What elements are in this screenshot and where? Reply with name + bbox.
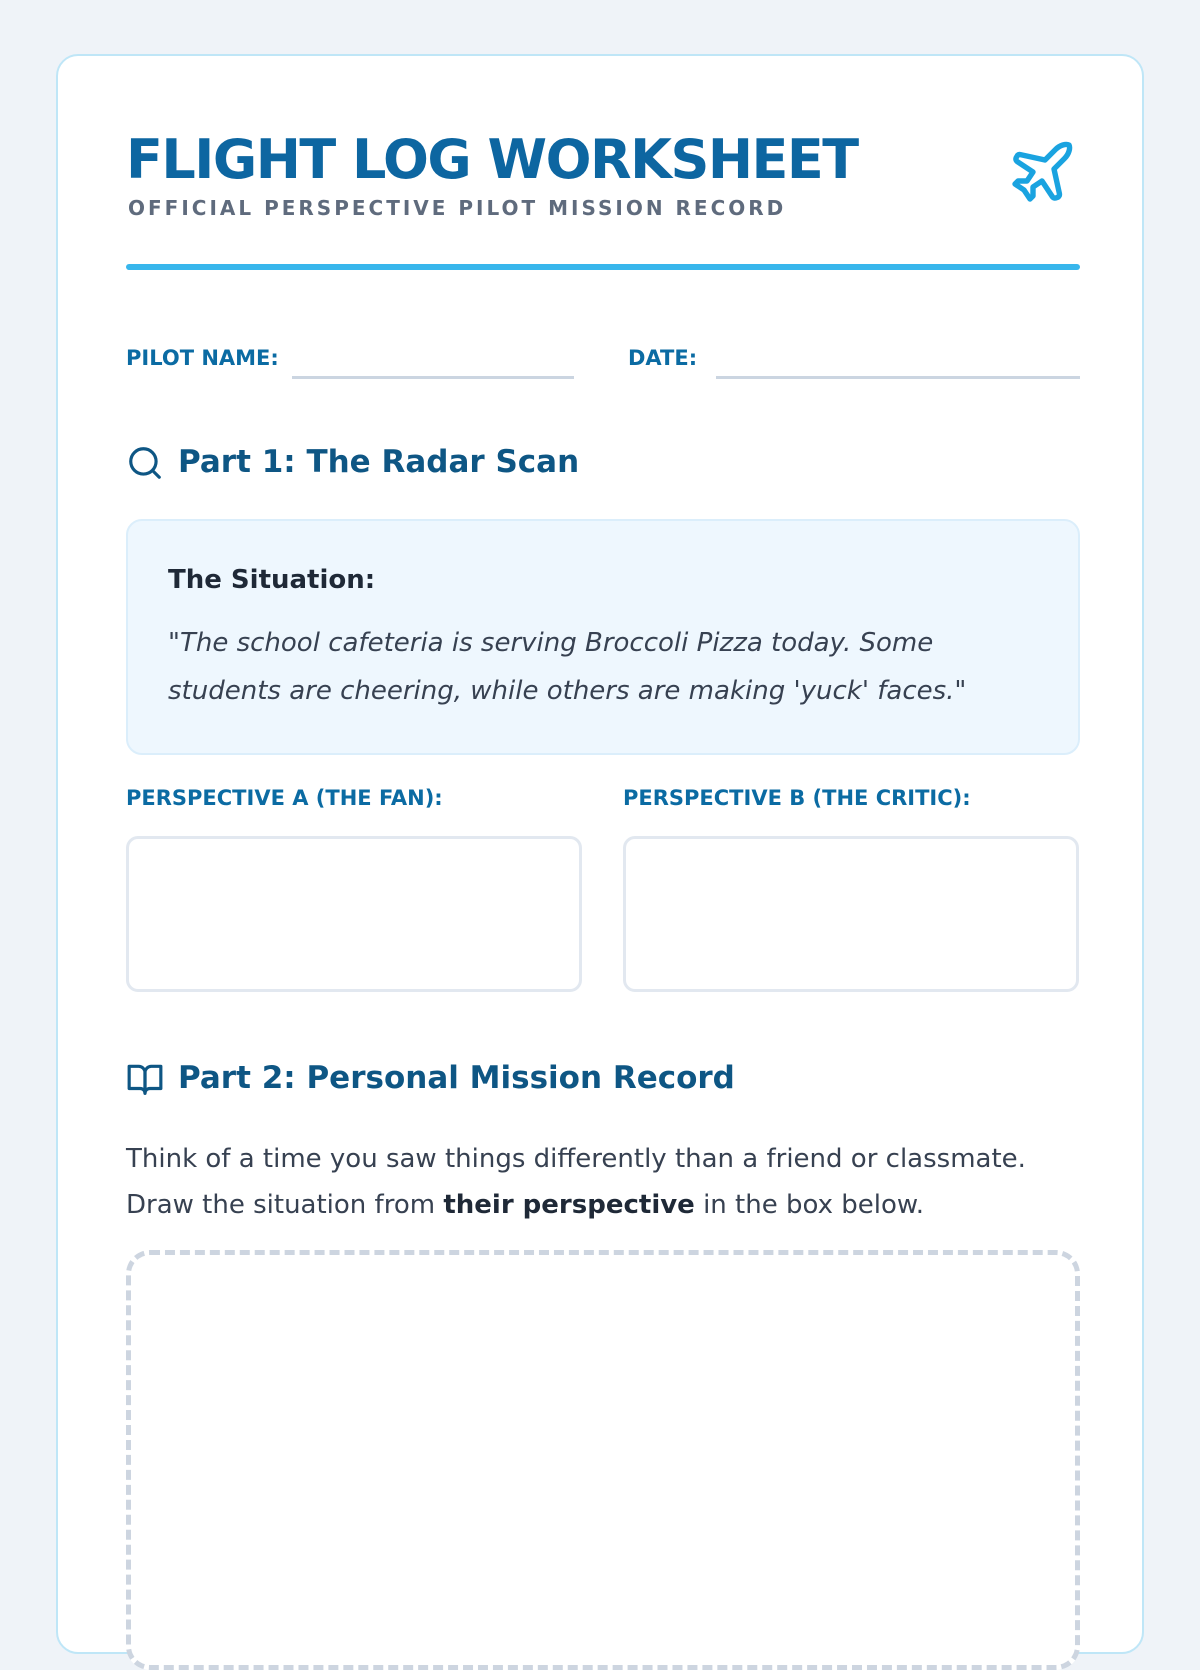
part1-title: Part 1: The Radar Scan	[178, 444, 580, 480]
part2-heading	[126, 1056, 1080, 1100]
pilot-name-label: PILOT NAME:	[126, 346, 279, 370]
page-title: FLIGHT LOG WORKSHEET	[126, 128, 858, 191]
instructions-emphasis: their perspective	[443, 1190, 695, 1220]
perspective-b-label: PERSPECTIVE B (THE CRITIC):	[623, 786, 971, 810]
header-divider	[126, 264, 1080, 270]
perspective-b-answer-box[interactable]	[623, 836, 1079, 992]
search-icon	[126, 444, 164, 482]
perspective-a-label: PERSPECTIVE A (THE FAN):	[126, 786, 443, 810]
instructions-line-1: Think of a time you saw things differently than a friend or classmate.	[126, 1144, 1026, 1174]
perspective-a-answer-box[interactable]	[126, 836, 582, 992]
book-open-icon	[126, 1060, 164, 1098]
part1-heading	[126, 440, 1080, 484]
situation-label: The Situation:	[168, 565, 376, 595]
situation-box	[126, 519, 1080, 755]
date-label: DATE:	[628, 346, 698, 370]
part2-title: Part 2: Personal Mission Record	[178, 1060, 735, 1096]
page-subtitle: OFFICIAL PERSPECTIVE PILOT MISSION RECORD	[128, 196, 787, 220]
part2-instructions	[126, 1136, 1086, 1228]
date-field[interactable]	[716, 376, 1080, 379]
instructions-prefix: Draw the situation from	[126, 1190, 444, 1220]
worksheet-header	[126, 128, 1080, 268]
pilot-name-field[interactable]	[292, 376, 574, 379]
situation-text: "The school cafeteria is serving Broccoli Pizza today. Some students are cheering, while others are making 'yuck' faces."	[168, 628, 967, 706]
worksheet-card	[56, 54, 1144, 1654]
student-info-row	[126, 346, 1080, 386]
instructions-suffix: in the box below.	[694, 1190, 925, 1220]
drawing-area[interactable]	[126, 1250, 1080, 1670]
airplane-icon	[1006, 136, 1078, 208]
